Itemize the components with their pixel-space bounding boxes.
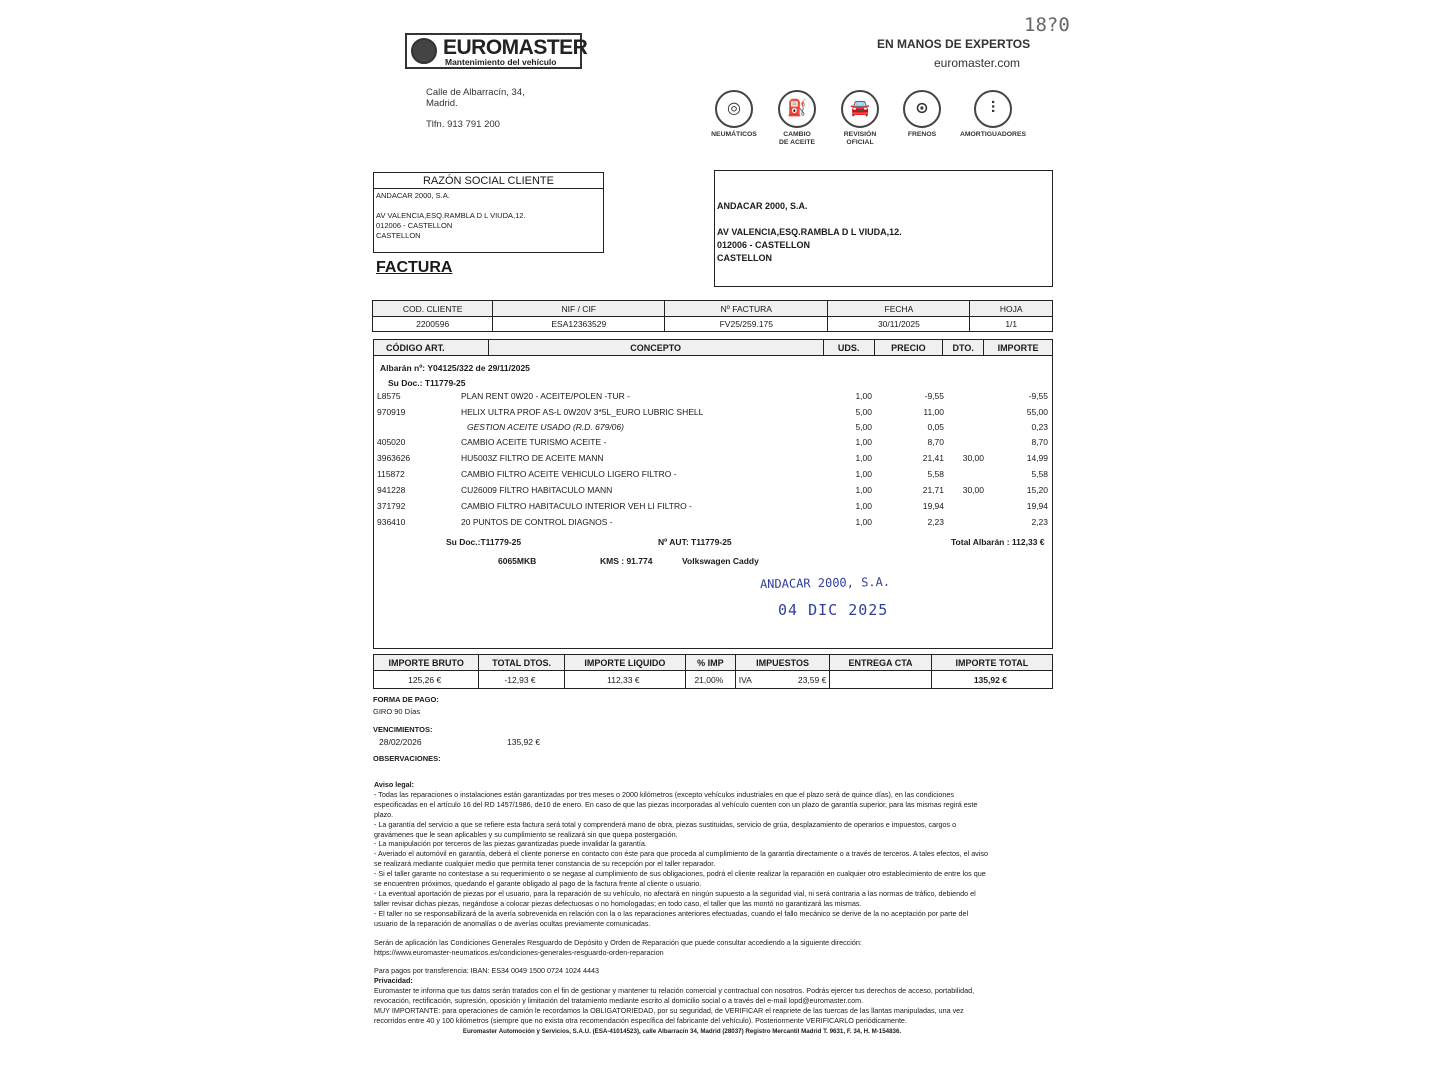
tax-name: IVA: [738, 674, 752, 685]
n-aut: Nº AUT: T11779-25: [658, 537, 732, 547]
header-n-factura: Nº FACTURA: [665, 301, 828, 317]
line-uds: 1,00: [855, 485, 872, 495]
line-code: 936410: [377, 517, 406, 527]
line-concept: GESTION ACEITE USADO (R.D. 679/06): [467, 422, 624, 432]
service-label: REVISIÓN OFICIAL: [843, 131, 877, 146]
client-province: CASTELLON: [376, 231, 421, 240]
invoice-line-row: [377, 391, 1052, 405]
line-price: 2,23: [927, 517, 944, 527]
totals-total: 135,92 €: [931, 671, 1052, 689]
totals-entrega: [830, 671, 931, 689]
line-uds: 1,00: [855, 453, 872, 463]
legal-paragraph: - Averiado el automóvil en garantía, deberá el cliente ponerse en contacto con éste para que proceda al cumplimiento de la garantía directamente o a través de terceros. A tales efectos, el aviso se realizará mediante cualquier medio que permita tener constancia de su recepción por el taller reparador.: [374, 849, 988, 869]
received-stamp-date: 04 DIC 2025: [778, 601, 889, 619]
invoice-line-row: [377, 517, 1052, 531]
invoice-line-row: [377, 453, 1052, 467]
line-code: L8575: [377, 391, 401, 401]
line-price: -9,55: [924, 391, 944, 401]
brake-icon: ⊙: [903, 90, 941, 128]
recipient-city: 012006 - CASTELLON: [717, 240, 811, 250]
totals-impuestos: [735, 671, 830, 689]
line-amount: -9,55: [1028, 391, 1048, 401]
invoice-line-row: [377, 501, 1052, 515]
service-shocks: [954, 90, 1032, 139]
service-label: CAMBIO DE ACEITE: [779, 131, 816, 146]
client-box: [373, 172, 604, 253]
line-uds: 5,00: [855, 407, 872, 417]
vehicle-model: Volkswagen Caddy: [682, 556, 759, 566]
line-amount: 15,20: [1026, 485, 1048, 495]
recipient-province: CASTELLON: [717, 253, 772, 263]
euromaster-logo: [405, 33, 588, 69]
conditions-url: https://www.euromaster-neumaticos.es/condiciones-generales-resguardo-orden-reparacion: [374, 947, 664, 957]
client-city: 012006 - CASTELLON: [376, 221, 453, 230]
totals-liquido: 112,33 €: [564, 671, 685, 689]
iban-text: Para pagos por transferencia: IBAN: ES34 0049 1500 0724 1024 4443: [374, 966, 599, 976]
privacy-title: Privacidad:: [374, 976, 413, 986]
col-dto: DTO.: [943, 340, 984, 356]
legal-notice: [374, 780, 990, 1037]
invoice-line-row: [377, 437, 1052, 451]
line-code: 941228: [377, 485, 406, 495]
invoice-line-row: [377, 485, 1052, 499]
header-fecha: FECHA: [828, 301, 970, 317]
totals-bruto: 125,26 €: [374, 671, 479, 689]
line-amount: 8,70: [1031, 437, 1048, 447]
col-codigo: CÓDIGO ART.: [374, 340, 489, 356]
logo-subtitle: Mantenimiento del vehículo: [445, 57, 557, 67]
client-name: ANDACAR 2000, S.A.: [376, 191, 450, 200]
totals-header-pct: % IMP: [685, 655, 735, 671]
oil-change-icon: ⛽: [778, 90, 816, 128]
line-concept: HELIX ULTRA PROF AS-L 0W20V 3*5L_EURO LUBRIC SHELL: [461, 407, 704, 417]
line-price: 21,41: [922, 453, 944, 463]
line-dto: 30,00: [962, 453, 984, 463]
invoice-info-table: [372, 300, 1053, 332]
client-box-title: RAZÓN SOCIAL CLIENTE: [373, 172, 604, 189]
value-n-factura: FV25/259.175: [665, 317, 828, 332]
line-code: 115872: [377, 469, 405, 479]
company-address-line2: Madrid.: [426, 98, 458, 109]
car-inspection-icon: 🚘: [841, 90, 879, 128]
document-title: FACTURA: [376, 259, 453, 276]
totals-pct: 21,00%: [685, 671, 735, 689]
vehicle-plate: 6065MKB: [498, 556, 537, 566]
legal-paragraph: - Si el taller garante no contestase a su requerimiento o se negase al cumplimiento de sus obligaciones, podrá el cliente realizar la reparación en cualquier otro establecimiento de entre los que se encuentren próximos, quedando el garante obligado al pago de la factura frente al cliente o usuario.: [374, 869, 986, 889]
line-concept: CAMBIO FILTRO HABITACULO INTERIOR VEH LI FILTRO -: [461, 501, 692, 511]
line-concept: CU26009 FILTRO HABITACULO MANN: [461, 485, 613, 495]
legal-paragraph: - La garantía del servicio a que se refiere esta factura será total y comprenderá mano de obra, piezas sustituidas, servicio de grúa, desplazamiento de operarios e impuestos, cargos o gravámenes que le sean aplicables y su cumplimiento se realizará sin que quepa postergación.: [374, 819, 957, 839]
company-address-line1: Calle de Albarracín, 34,: [426, 87, 525, 98]
line-code: 970919: [377, 407, 406, 417]
totals-table: [373, 654, 1053, 689]
line-code: 405020: [377, 437, 406, 447]
line-code: 371792: [377, 501, 406, 511]
header-hoja: HOJA: [970, 301, 1053, 317]
service-brakes: [896, 90, 948, 139]
payment-method-value: GIRO 90 Días: [373, 707, 421, 716]
line-amount: 0,23: [1031, 422, 1048, 432]
line-amount: 55,00: [1026, 407, 1048, 417]
website: euromaster.com: [934, 56, 1021, 70]
line-uds: 1,00: [855, 391, 872, 401]
invoice-line-row: [377, 407, 1052, 421]
logo-name: EUROMASTER: [443, 36, 588, 59]
col-importe: IMPORTE: [984, 340, 1053, 356]
vehicle-kms: KMS : 91.774: [600, 556, 653, 566]
su-doc-summary: Su Doc.:T11779-25: [446, 537, 522, 547]
line-amount: 5,58: [1031, 469, 1048, 479]
important-text: MUY IMPORTANTE: para operaciones de camión le recordamos la OBLIGATORIEDAD, por su seguridad, de VERIFICAR el reapriete de las tuercas de las llantas manipuladas, una vez recorridos entre 40 y 100 kilómetros (siempre que no exista otra recomendación específica del fabricante del vehículo). Posteriormente VERIFICARLO periódicamente.: [374, 1006, 964, 1025]
invoice-line-row: [377, 422, 1052, 436]
handwritten-number: 18?0: [1024, 14, 1070, 36]
service-label: NEUMÁTICOS: [711, 131, 757, 138]
lines-header: [373, 339, 1053, 356]
legal-paragraph: - La eventual aportación de piezas por el usuario, para la reparación de su vehículo, no afectará en ningún supuesto a la seguridad vial, ni será contraria a las normas de tráfico, debiendo el taller revisar dichas piezas, negándose a colocar piezas defectuosas o no homologadas; en todo caso, el taller que las montó no garantizará las mismas.: [374, 888, 976, 908]
line-uds: 5,00: [855, 422, 872, 432]
value-cod-cliente: 2200596: [373, 317, 493, 332]
value-fecha: 30/11/2025: [828, 317, 970, 332]
line-amount: 2,23: [1031, 517, 1048, 527]
value-hoja: 1/1: [970, 317, 1053, 332]
line-uds: 1,00: [855, 501, 872, 511]
line-price: 21,71: [922, 485, 944, 495]
recipient-box: [714, 170, 1053, 287]
totals-header-impuestos: IMPUESTOS: [735, 655, 830, 671]
totals-dtos: -12,93 €: [479, 671, 564, 689]
line-amount: 19,94: [1026, 501, 1048, 511]
line-concept: 20 PUNTOS DE CONTROL DIAGNOS -: [461, 517, 613, 527]
legal-paragraph: - La manipulación por terceros de las piezas garantizadas puede invalidar la garantía.: [374, 839, 647, 849]
received-stamp-company: ANDACAR 2000, S.A.: [759, 574, 891, 592]
service-inspection: [832, 90, 888, 147]
recipient-address: AV VALENCIA,ESQ.RAMBLA D L VIUDA,12.: [717, 227, 902, 237]
tax-amount: 23,59 €: [797, 674, 827, 685]
observations-label: OBSERVACIONES:: [373, 754, 441, 763]
value-nif: ESA12363529: [493, 317, 665, 332]
recipient-name: ANDACAR 2000, S.A.: [717, 201, 808, 211]
line-concept: HU5003Z FILTRO DE ACEITE MANN: [461, 453, 604, 463]
line-uds: 1,00: [855, 469, 872, 479]
col-concepto: CONCEPTO: [488, 340, 823, 356]
due-amount: 135,92 €: [507, 737, 541, 747]
invoice-line-row: [377, 469, 1052, 483]
line-concept: PLAN RENT 0W20 - ACEITE/POLEN -TUR -: [461, 391, 630, 401]
line-dto: 30,00: [962, 485, 984, 495]
totals-header-dtos: TOTAL DTOS.: [479, 655, 564, 671]
line-uds: 1,00: [855, 517, 872, 527]
due-dates-label: VENCIMIENTOS:: [373, 725, 433, 734]
totals-header-liquido: IMPORTE LIQUIDO: [564, 655, 685, 671]
albaran-number: Albarán nº: Y04125/322 de 29/11/2025: [380, 363, 530, 373]
col-uds: UDS.: [823, 340, 874, 356]
service-tires: [704, 90, 764, 139]
totals-header-entrega: ENTREGA CTA: [830, 655, 931, 671]
service-label: FRENOS: [907, 131, 937, 138]
line-amount: 14,99: [1026, 453, 1048, 463]
due-date: 28/02/2026: [379, 737, 422, 747]
privacy-text: Euromaster te informa que tus datos serán tratados con el fin de gestionar y mantener tu relación comercial y contractual con nosotros. Podrás ejercer tus derechos de acceso, portabilidad, revocación, rectificación, supresión, oposición y limitación del tratamiento mediante escrito al domicilio social o a través del e-mail lopd@euromaster.com.: [374, 986, 975, 1006]
su-doc-top: Su Doc.: T11779-25: [388, 378, 466, 388]
legal-paragraph: - Todas las reparaciones o instalaciones están garantizadas por tres meses o 2000 kilómetros (excepto vehículos industriales en que el plazo será de quince días), en las condiciones especificadas en el artículo 16 del RD 1457/1986, de10 de enero. En caso de que las piezas incorporadas al vehículo cuenten con un plazo de garantía superior, para las mismas regirá este plazo.: [374, 789, 978, 819]
payment-method-label: FORMA DE PAGO:: [373, 695, 439, 704]
line-price: 0,05: [927, 422, 944, 432]
logo-emblem-icon: [411, 38, 437, 64]
totals-header-total: IMPORTE TOTAL: [931, 655, 1052, 671]
header-nif: NIF / CIF: [493, 301, 665, 317]
totals-header-bruto: IMPORTE BRUTO: [374, 655, 479, 671]
line-price: 8,70: [927, 437, 944, 447]
company-registry-footer: Euromaster Automoción y Servicios, S.A.U. (ESA-41014523), calle Albarracín 34, Madrid (28037) Registro Mercantil Madrid T. 9631, F. 34, H. M-154836.: [462, 1027, 902, 1035]
legal-title: Aviso legal:: [374, 780, 415, 789]
line-price: 11,00: [923, 407, 944, 417]
line-code: 3963626: [377, 453, 411, 463]
line-uds: 1,00: [855, 437, 872, 447]
client-address: AV VALENCIA,ESQ.RAMBLA D L VIUDA,12.: [376, 211, 526, 220]
legal-paragraph: - El taller no se responsabilizará de la avería sobrevenida en relación con la o las reparaciones anteriores efectuadas, cuando el fallo mecánico se derive de la no aceptación por parte del usuario de la reparación de anomalías o de averías ocultas previamente comunicadas.: [374, 908, 969, 928]
line-price: 5,58: [927, 469, 944, 479]
tire-icon: ◎: [715, 90, 753, 128]
line-concept: CAMBIO ACEITE TURISMO ACEITE -: [461, 437, 607, 447]
tagline: EN MANOS DE EXPERTOS: [877, 37, 1031, 51]
conditions-text: Serán de aplicación las Condiciones Generales Resguardo de Depósito y Orden de Reparación que puede consultar accediendo a la siguiente dirección:: [374, 937, 862, 947]
shock-absorber-icon: ⫶: [974, 90, 1012, 128]
col-precio: PRECIO: [874, 340, 943, 356]
total-albaran: Total Albarán : 112,33 €: [951, 537, 1045, 547]
line-concept: CAMBIO FILTRO ACEITE VEHICULO LIGERO FILTRO -: [461, 469, 677, 479]
header-cod-cliente: COD. CLIENTE: [373, 301, 493, 317]
service-oil: [770, 90, 824, 147]
service-label: AMORTIGUADORES: [959, 131, 1027, 138]
line-price: 19,94: [922, 501, 944, 511]
company-phone: Tlfn. 913 791 200: [426, 119, 500, 130]
